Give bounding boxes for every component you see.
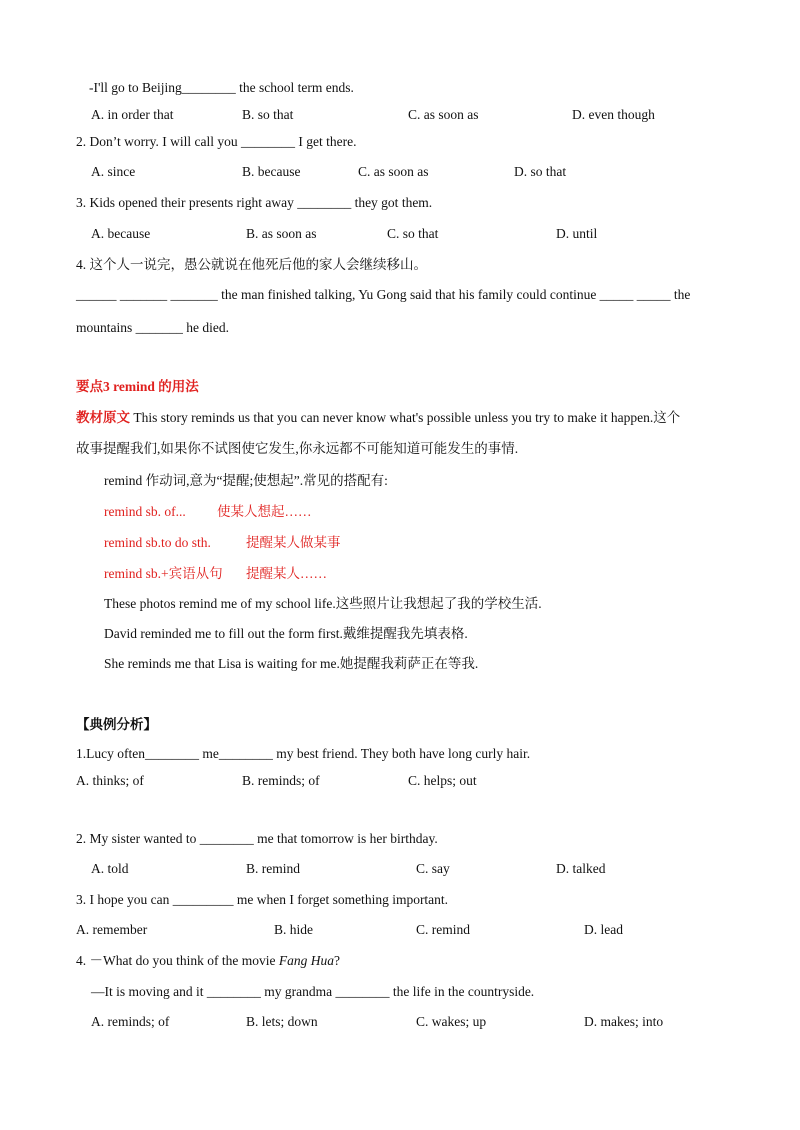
option-d: D. so that xyxy=(514,164,567,179)
option-b: B. remind xyxy=(246,861,300,876)
option-a: A. because xyxy=(91,226,151,241)
option-a: A. reminds; of xyxy=(91,1014,170,1029)
pattern-cn: 提醒某人做某事 xyxy=(246,535,341,550)
option-b: B. so that xyxy=(242,107,294,122)
option-c: C. wakes; up xyxy=(416,1014,487,1029)
question-stem: -I'll go to Beijing________ the school term ends. xyxy=(89,80,354,95)
pattern-en: remind sb.to do sth. xyxy=(104,535,211,550)
option-b: B. hide xyxy=(274,922,313,937)
option-c: C. as soon as xyxy=(408,107,479,122)
option-a: A. since xyxy=(91,164,136,179)
question-stem xyxy=(76,952,340,970)
question-stem: 4. 这个人一说完，愚公就说在他死后他的家人会继续移山。 xyxy=(76,257,427,272)
example-sentence: She reminds me that Lisa is waiting for me.她提醒我莉萨正在等我. xyxy=(104,656,479,671)
example-sentence: David reminded me to fill out the form first.戴维提醒我先填表格. xyxy=(104,626,468,641)
fill-line: ______ _______ _______ the man finished talking, Yu Gong said that his family could continue _____ _____ the xyxy=(76,287,691,302)
pattern-en: remind sb. of... xyxy=(104,504,186,519)
usage-intro: remind 作动词,意为“提醒;使想起”.常见的搭配有: xyxy=(104,473,388,488)
source-english: This story reminds us that you can never know what's possible unless you try to make it happen.这个 xyxy=(130,410,681,425)
question-stem: 1.Lucy often________ me________ my best friend. They both have long curly hair. xyxy=(76,746,531,761)
source-label: 教材原文 xyxy=(76,410,130,425)
answer-line: —It is moving and it ________ my grandma ________ the life in the countryside. xyxy=(91,984,535,999)
question-stem: 3. I hope you can _________ me when I forget something important. xyxy=(76,892,449,907)
option-b: B. lets; down xyxy=(246,1014,318,1029)
option-a: A. remember xyxy=(76,922,148,937)
stem-end: ? xyxy=(333,953,340,968)
pattern-cn: 提醒某人…… xyxy=(246,566,327,581)
pattern-cn: 使某人想起…… xyxy=(217,504,312,519)
pattern-en: remind sb.+宾语从句 xyxy=(104,566,223,581)
question-stem: 2. Don’t worry. I will call you ________ I get there. xyxy=(76,134,357,149)
option-a: A. in order that xyxy=(91,107,174,122)
option-c: C. so that xyxy=(387,226,439,241)
option-d: D. makes; into xyxy=(584,1014,664,1029)
section-heading: 【典例分析】 xyxy=(76,717,157,732)
option-a: A. thinks; of xyxy=(76,773,144,788)
option-d: D. until xyxy=(556,226,598,241)
question-stem: 3. Kids opened their presents right away ________ they got them. xyxy=(76,195,433,210)
option-c: C. say xyxy=(416,861,450,876)
question-stem: 2. My sister wanted to ________ me that tomorrow is her birthday. xyxy=(76,831,438,846)
option-d: D. even though xyxy=(572,107,655,122)
option-c: C. helps; out xyxy=(408,773,477,788)
option-c: C. remind xyxy=(416,922,470,937)
option-d: D. lead xyxy=(584,922,623,937)
option-b: B. as soon as xyxy=(246,226,317,241)
option-b: B. reminds; of xyxy=(242,773,320,788)
option-b: B. because xyxy=(242,164,301,179)
stem-text: 4. －What do you think of the movie xyxy=(76,953,279,968)
option-a: A. told xyxy=(91,861,129,876)
section-title: 要点3 remind 的用法 xyxy=(76,379,199,394)
movie-title: Fang Hua xyxy=(278,953,334,968)
option-d: D. talked xyxy=(556,861,606,876)
source-text xyxy=(76,409,680,427)
example-sentence: These photos remind me of my school life.这些照片让我想起了我的学校生活. xyxy=(104,596,542,611)
fill-line: mountains _______ he died. xyxy=(76,320,229,335)
option-c: C. as soon as xyxy=(358,164,429,179)
source-translation: 故事提醒我们,如果你不试图使它发生,你永远都不可能知道可能发生的事情. xyxy=(76,441,519,456)
